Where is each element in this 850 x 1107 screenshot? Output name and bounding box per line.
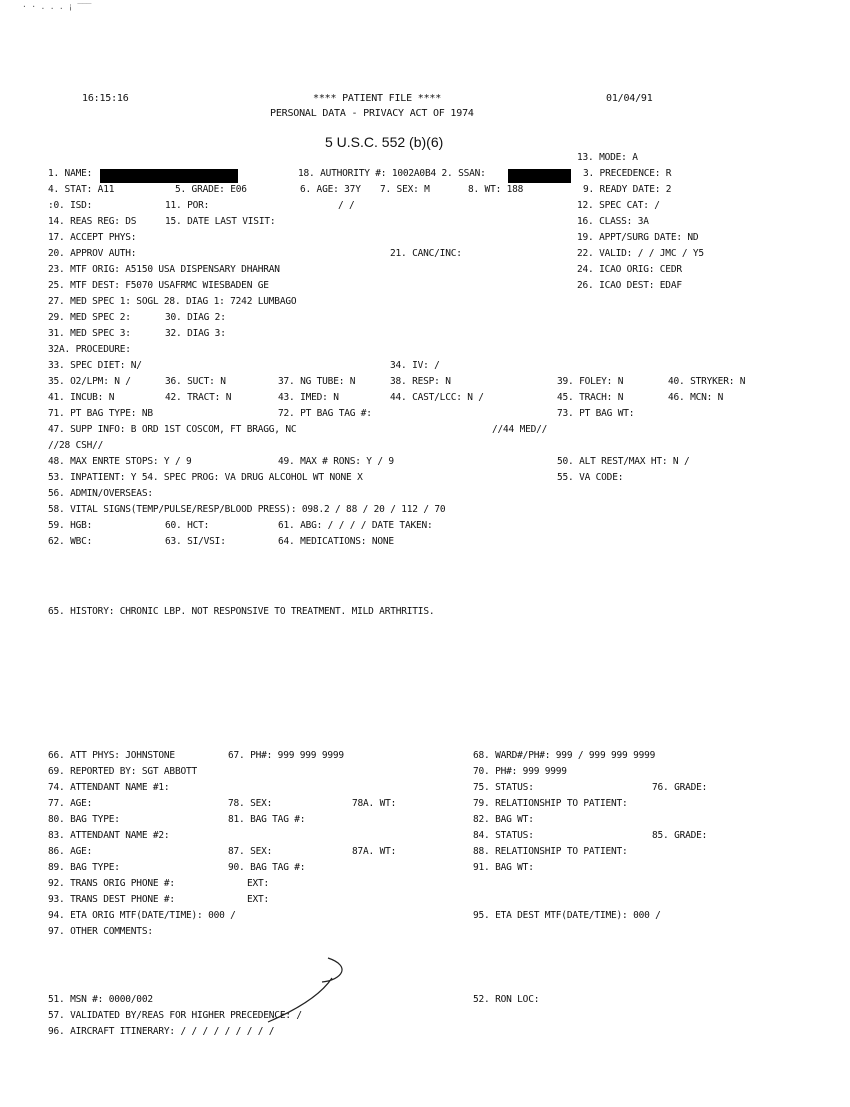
form-field: 13. MODE: A <box>577 152 638 163</box>
form-field: 27. MED SPEC 1: SOGL 28. DIAG 1: 7242 LUMBAGO <box>48 296 297 307</box>
form-field: 20. APPROV AUTH: <box>48 248 137 259</box>
form-field: 44. CAST/LCC: N / <box>390 392 484 403</box>
form-field: 87. SEX: <box>228 846 273 857</box>
form-field: 32A. PROCEDURE: <box>48 344 131 355</box>
form-field: 87A. WT: <box>352 846 397 857</box>
form-field: 26. ICAO DEST: EDAF <box>577 280 682 291</box>
form-field: 46. MCN: N <box>668 392 724 403</box>
form-field: 33. SPEC DIET: N/ <box>48 360 142 371</box>
form-field: 70. PH#: 999 9999 <box>473 766 567 777</box>
form-field: 18. AUTHORITY #: 1002A0B4 2. SSAN: <box>298 168 486 179</box>
form-field: 79. RELATIONSHIP TO PATIENT: <box>473 798 628 809</box>
form-field: 65. HISTORY: CHRONIC LBP. NOT RESPONSIVE TO TREATMENT. MILD ARTHRITIS. <box>48 606 435 617</box>
form-field: 24. ICAO ORIG: CEDR <box>577 264 682 275</box>
form-field: 97. OTHER COMMENTS: <box>48 926 153 937</box>
form-field: 92. TRANS ORIG PHONE #: <box>48 878 175 889</box>
scan-noise: · · . . . ¡ ‾‾‾ <box>22 2 92 11</box>
form-field: 69. REPORTED BY: SGT ABBOTT <box>48 766 198 777</box>
form-field: 14. REAS REG: DS <box>48 216 137 227</box>
form-field: 63. SI/VSI: <box>165 536 226 547</box>
form-field: 78A. WT: <box>352 798 397 809</box>
form-field: 73. PT BAG WT: <box>557 408 635 419</box>
page-title: **** PATIENT FILE **** <box>313 93 442 104</box>
form-field: 76. GRADE: <box>652 782 708 793</box>
form-field: 3. PRECEDENCE: R <box>583 168 672 179</box>
form-field: 86. AGE: <box>48 846 93 857</box>
form-field: :0. ISD: <box>48 200 93 211</box>
form-field: 12. SPEC CAT: / <box>577 200 660 211</box>
form-field: 83. ATTENDANT NAME #2: <box>48 830 170 841</box>
form-field: 59. HGB: <box>48 520 93 531</box>
form-field: 41. INCUB: N <box>48 392 115 403</box>
form-field: 78. SEX: <box>228 798 273 809</box>
form-field: 57. VALIDATED BY/REAS FOR HIGHER PRECEDENCE: / <box>48 1010 302 1021</box>
form-field: 8. WT: 188 <box>468 184 524 195</box>
form-field: 67. PH#: 999 999 9999 <box>228 750 344 761</box>
form-field: 21. CANC/INC: <box>390 248 462 259</box>
form-field: 89. BAG TYPE: <box>48 862 120 873</box>
form-field: 81. BAG TAG #: <box>228 814 306 825</box>
form-field: 23. MTF ORIG: A5150 USA DISPENSARY DHAHRAN <box>48 264 280 275</box>
form-field: 61. ABG: / / / / DATE TAKEN: <box>278 520 433 531</box>
form-field: 95. ETA DEST MTF(DATE/TIME): 000 / <box>473 910 661 921</box>
form-field: 7. SEX: M <box>380 184 430 195</box>
form-field: 32. DIAG 3: <box>165 328 226 339</box>
form-field: 55. VA CODE: <box>557 472 624 483</box>
form-field: 5. GRADE: E06 <box>175 184 247 195</box>
form-field: 56. ADMIN/OVERSEAS: <box>48 488 153 499</box>
form-field: 49. MAX # RONS: Y / 9 <box>278 456 394 467</box>
form-field: 96. AIRCRAFT ITINERARY: / / / / / / / / / <box>48 1026 275 1037</box>
form-field: 19. APPT/SURG DATE: ND <box>577 232 699 243</box>
form-field: 66. ATT PHYS: JOHNSTONE <box>48 750 175 761</box>
form-field: 43. IMED: N <box>278 392 339 403</box>
form-field: 75. STATUS: <box>473 782 534 793</box>
form-field: / / <box>338 200 355 211</box>
form-field: 25. MTF DEST: F5070 USAFRMC WIESBADEN GE <box>48 280 269 291</box>
form-field: EXT: <box>247 878 270 889</box>
form-field: 64. MEDICATIONS: NONE <box>278 536 394 547</box>
form-field: 52. RON LOC: <box>473 994 540 1005</box>
privacy-notice: PERSONAL DATA - PRIVACY ACT OF 1974 <box>270 108 474 119</box>
form-field: 38. RESP: N <box>390 376 451 387</box>
form-field: 48. MAX ENRTE STOPS: Y / 9 <box>48 456 192 467</box>
form-field: 16. CLASS: 3A <box>577 216 649 227</box>
form-field: 9. READY DATE: 2 <box>583 184 672 195</box>
form-field: 51. MSN #: 0000/002 <box>48 994 153 1005</box>
form-field: 11. POR: <box>165 200 210 211</box>
form-field: 84. STATUS: <box>473 830 534 841</box>
form-field: //28 CSH// <box>48 440 104 451</box>
form-field: 90. BAG TAG #: <box>228 862 306 873</box>
form-field: EXT: <box>247 894 270 905</box>
form-field: 77. AGE: <box>48 798 93 809</box>
form-field: 29. MED SPEC 2: <box>48 312 131 323</box>
form-field: 72. PT BAG TAG #: <box>278 408 372 419</box>
form-field: 91. BAG WT: <box>473 862 534 873</box>
form-field: 36. SUCT: N <box>165 376 226 387</box>
form-field: 37. NG TUBE: N <box>278 376 356 387</box>
print-time: 16:15:16 <box>82 93 129 104</box>
form-field: 17. ACCEPT PHYS: <box>48 232 137 243</box>
form-field: 74. ATTENDANT NAME #1: <box>48 782 170 793</box>
form-field: 62. WBC: <box>48 536 93 547</box>
foia-exemption-stamp: 5 U.S.C. 552 (b)(6) <box>325 134 444 150</box>
form-field: 45. TRACH: N <box>557 392 624 403</box>
form-field: 4. STAT: A11 <box>48 184 115 195</box>
form-field: 40. STRYKER: N <box>668 376 746 387</box>
form-field: 22. VALID: / / JMC / Y5 <box>577 248 704 259</box>
form-field: 30. DIAG 2: <box>165 312 226 323</box>
form-field: 88. RELATIONSHIP TO PATIENT: <box>473 846 628 857</box>
form-field: 34. IV: / <box>390 360 440 371</box>
form-field: 71. PT BAG TYPE: NB <box>48 408 153 419</box>
form-field: 85. GRADE: <box>652 830 708 841</box>
form-field: 15. DATE LAST VISIT: <box>165 216 276 227</box>
form-field: 93. TRANS DEST PHONE #: <box>48 894 175 905</box>
form-field: 1. NAME: <box>48 168 93 179</box>
form-field: 80. BAG TYPE: <box>48 814 120 825</box>
form-field: 82. BAG WT: <box>473 814 534 825</box>
form-field: 39. FOLEY: N <box>557 376 624 387</box>
form-field: 58. VITAL SIGNS(TEMP/PULSE/RESP/BLOOD PRESS): 098.2 / 88 / 20 / 112 / 70 <box>48 504 446 515</box>
form-field: 60. HCT: <box>165 520 210 531</box>
form-field: 68. WARD#/PH#: 999 / 999 999 9999 <box>473 750 656 761</box>
form-field: 42. TRACT: N <box>165 392 232 403</box>
print-date: 01/04/91 <box>606 93 653 104</box>
form-field: //44 MED// <box>492 424 548 435</box>
form-field: 47. SUPP INFO: B ORD 1ST COSCOM, FT BRAGG, NC <box>48 424 297 435</box>
form-field: 6. AGE: 37Y <box>300 184 361 195</box>
form-field: 31. MED SPEC 3: <box>48 328 131 339</box>
form-field: 35. O2/LPM: N / <box>48 376 131 387</box>
form-field: 50. ALT REST/MAX HT: N / <box>557 456 690 467</box>
form-field: 94. ETA ORIG MTF(DATE/TIME): 000 / <box>48 910 236 921</box>
form-field: 53. INPATIENT: Y 54. SPEC PROG: VA DRUG ALCOHOL WT NONE X <box>48 472 363 483</box>
